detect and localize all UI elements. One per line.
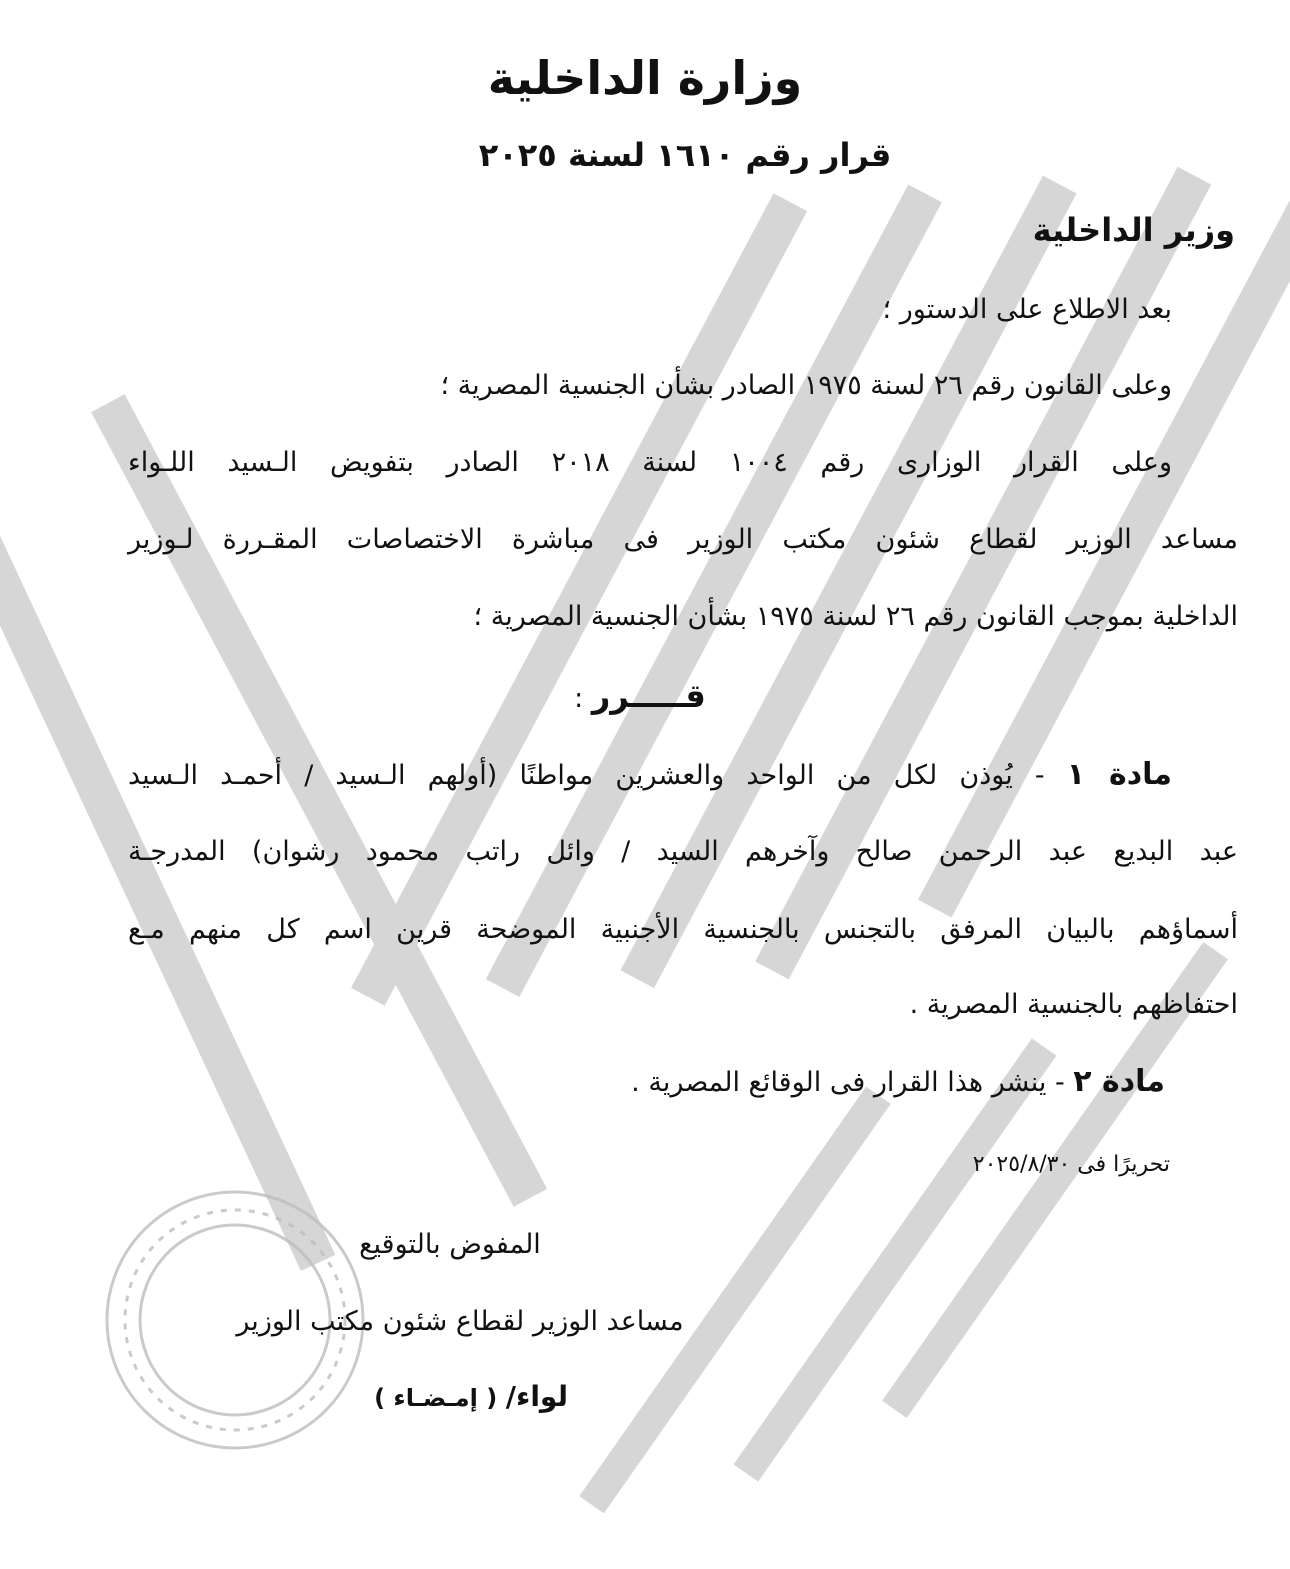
article-1-line: احتفاظهم بالجنسية المصرية . [909,989,1238,1020]
preamble-line: بعد الاطلاع على الدستور ؛ [882,294,1172,325]
decision-heading [500,676,780,719]
signature-delegate: المفوض بالتوقيع [359,1229,541,1260]
decision-word: قـــــرر [591,677,706,715]
preamble-line: وعلى القانون رقم ٢٦ لسنة ١٩٧٥ الصادر بشأن الجنسية المصرية ؛ [440,370,1172,401]
ministry-title: وزارة الداخلية [487,51,803,105]
article-1-label: مادة ١ [1066,757,1172,792]
preamble-line: مساعد الوزير لقطاع شئون مكتب الوزير فى مباشرة الاختصاصات المقـررة لـوزير [128,524,1238,555]
article-1-text: - يُوذن لكل من الواحد والعشرين مواطنًا (أولهم الـسيد / أحمـد الـسيد [128,760,1045,791]
article-2-line [631,1062,1165,1103]
decree-title: قرار رقم ١٦١٠ لسنة ٢٠٢٥ [478,136,892,174]
article-1-line: عبد البديع عبد الرحمن صالح وآخرهم السيد / وائل راتب محمود رشوان) المدرجـة [128,836,1238,867]
article-1-line [128,755,1172,796]
article-2-label: مادة ٢ [1073,1064,1165,1099]
signature-rank-line [374,1377,568,1418]
signature-signed: ( إمـضـاء ) [374,1384,498,1412]
signature-position: مساعد الوزير لقطاع شئون مكتب الوزير [236,1306,684,1337]
issuer: وزير الداخلية [1032,211,1235,249]
signature-rank: لواء/ [505,1380,568,1413]
decision-colon: : [574,683,584,714]
article-2-text: - ينشر هذا القرار فى الوقائع المصرية . [631,1067,1065,1098]
preamble-line: الداخلية بموجب القانون رقم ٢٦ لسنة ١٩٧٥ بشأن الجنسية المصرية ؛ [473,601,1238,632]
article-1-line: أسماؤهم بالبيان المرفق بالتجنس بالجنسية الأجنبية الموضحة قرين اسم كل منهم مـع [128,914,1238,945]
date-line: تحريرًا فى ٢٠٢٥/٨/٣٠ [972,1152,1170,1177]
preamble-line: وعلى القرار الوزارى رقم ١٠٠٤ لسنة ٢٠١٨ الصادر بتفويض الـسيد اللـواء [128,447,1172,478]
